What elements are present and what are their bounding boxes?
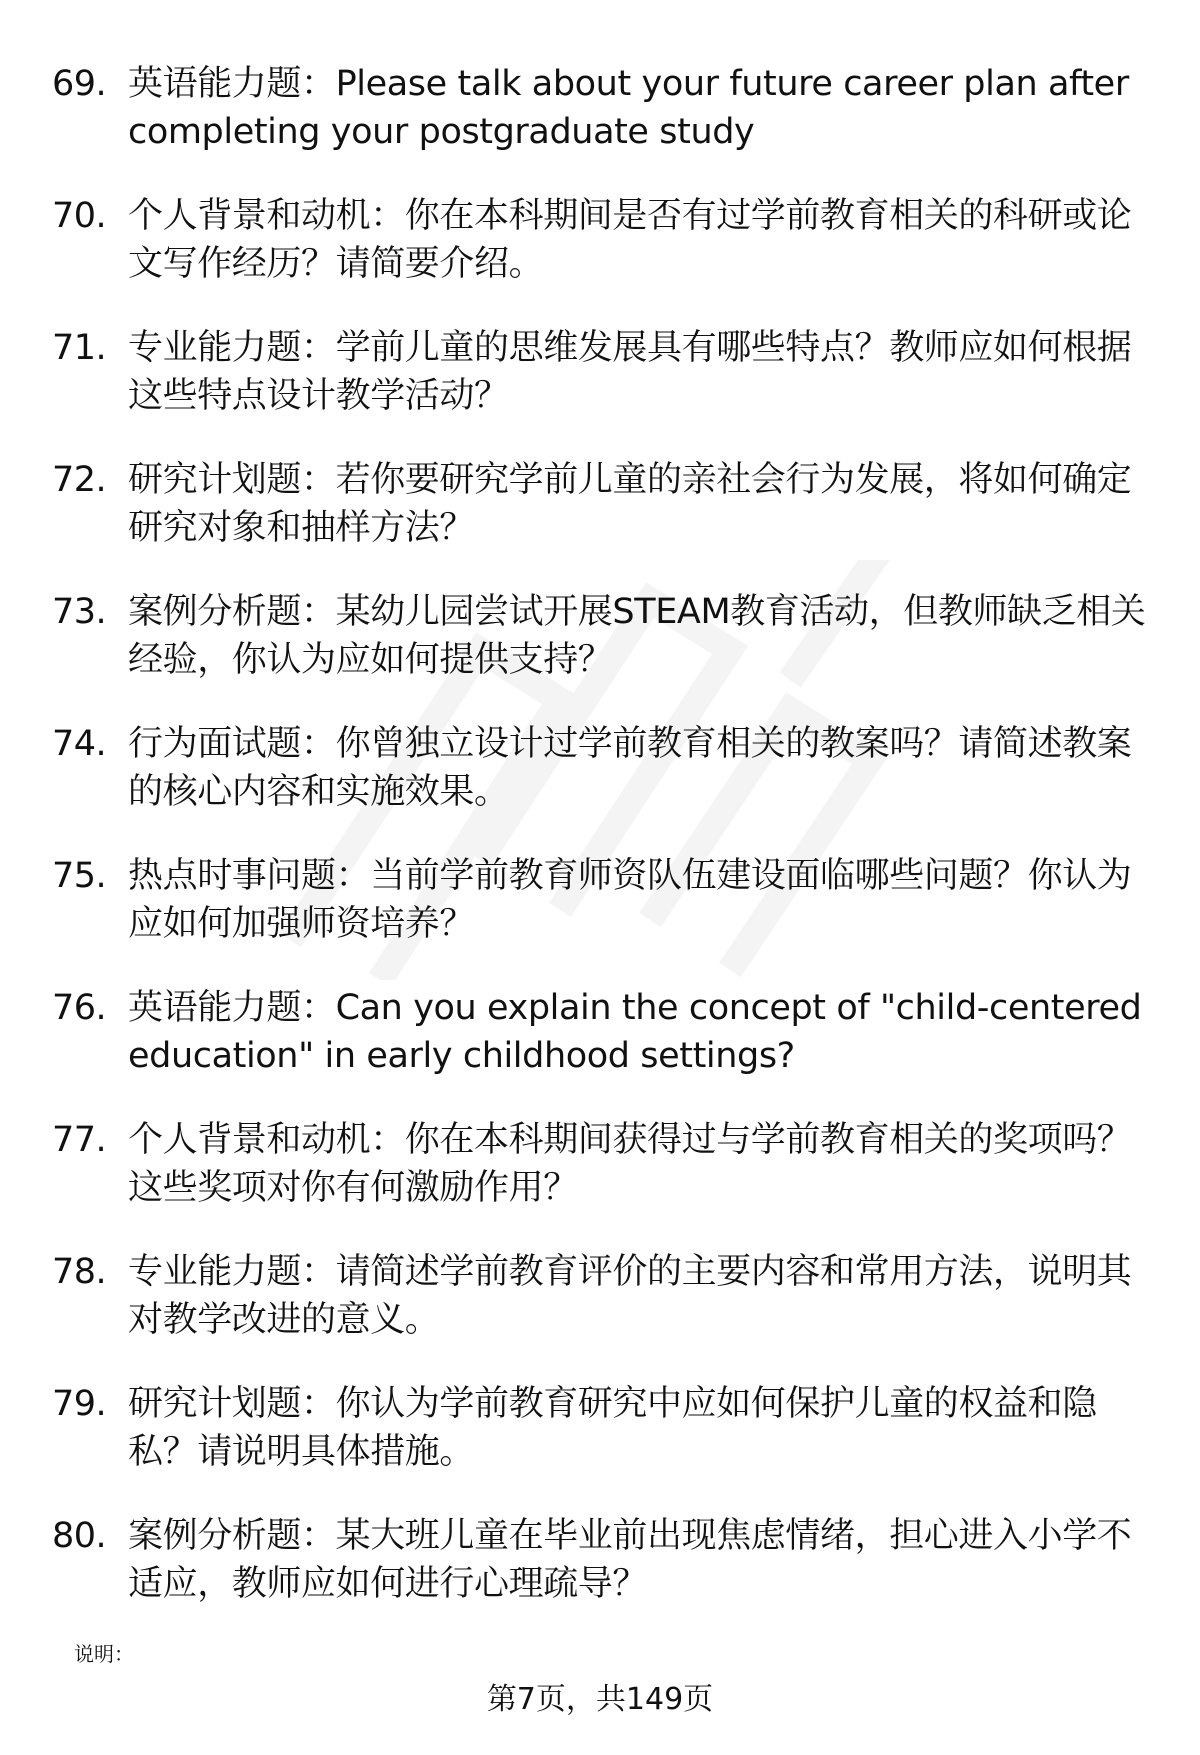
question-item: [52, 852, 1162, 984]
question-item: [52, 456, 1162, 588]
question-item: [52, 192, 1162, 324]
question-number: 76.: [52, 988, 107, 1028]
question-number: 69.: [52, 64, 107, 104]
question-text: 个人背景和动机：你在本科期间是否有过学前教育相关的科研或论文写作经历？请简要介绍。: [128, 196, 1132, 284]
question-number: 78.: [52, 1252, 107, 1292]
question-number: 70.: [52, 196, 107, 236]
question-number: 77.: [52, 1120, 107, 1160]
question-number: 71.: [52, 328, 107, 368]
question-number: 74.: [52, 724, 107, 764]
question-text: 专业能力题：请简述学前教育评价的主要内容和常用方法，说明其对教学改进的意义。: [128, 1252, 1132, 1340]
question-text: 热点时事问题：当前学前教育师资队伍建设面临哪些问题？你认为应如何加强师资培养？: [128, 856, 1132, 944]
question-number: 73.: [52, 592, 107, 632]
question-text: 个人背景和动机：你在本科期间获得过与学前教育相关的奖项吗？这些奖项对你有何激励作用？: [128, 1120, 1132, 1208]
question-text: 英语能力题：Can you explain the concept of "child-centered education" in early childhood settings?: [128, 988, 1142, 1076]
note-label: 说明：: [74, 1642, 134, 1666]
question-item: [52, 60, 1162, 192]
question-item: [52, 1116, 1162, 1248]
question-text: 案例分析题：某大班儿童在毕业前出现焦虑情绪，担心进入小学不适应，教师应如何进行心理疏导？: [128, 1516, 1132, 1604]
question-item: [52, 720, 1162, 852]
question-text: 案例分析题：某幼儿园尝试开展STEAM教育活动，但教师缺乏相关经验，你认为应如何提供支持？: [128, 592, 1146, 680]
question-item: [52, 984, 1162, 1116]
question-text: 专业能力题：学前儿童的思维发展具有哪些特点？教师应如何根据这些特点设计教学活动？: [128, 328, 1132, 416]
question-item: [52, 588, 1162, 720]
question-list: [52, 60, 1162, 1644]
question-item: [52, 324, 1162, 456]
question-text: 英语能力题：Please talk about your future career plan after completing your postgraduate study: [128, 64, 1129, 152]
question-text: 行为面试题：你曾独立设计过学前教育相关的教案吗？请简述教案的核心内容和实施效果。: [128, 724, 1132, 812]
question-text: 研究计划题：你认为学前教育研究中应如何保护儿童的权益和隐私？请说明具体措施。: [128, 1384, 1097, 1472]
question-number: 80.: [52, 1516, 107, 1556]
question-item: [52, 1380, 1162, 1512]
question-item: [52, 1512, 1162, 1644]
question-number: 79.: [52, 1384, 107, 1424]
question-number: 75.: [52, 856, 107, 896]
question-item: [52, 1248, 1162, 1380]
question-text: 研究计划题：若你要研究学前儿童的亲社会行为发展，将如何确定研究对象和抽样方法？: [128, 460, 1132, 548]
page-footer: 第7页，共149页: [486, 1682, 714, 1717]
question-number: 72.: [52, 460, 107, 500]
